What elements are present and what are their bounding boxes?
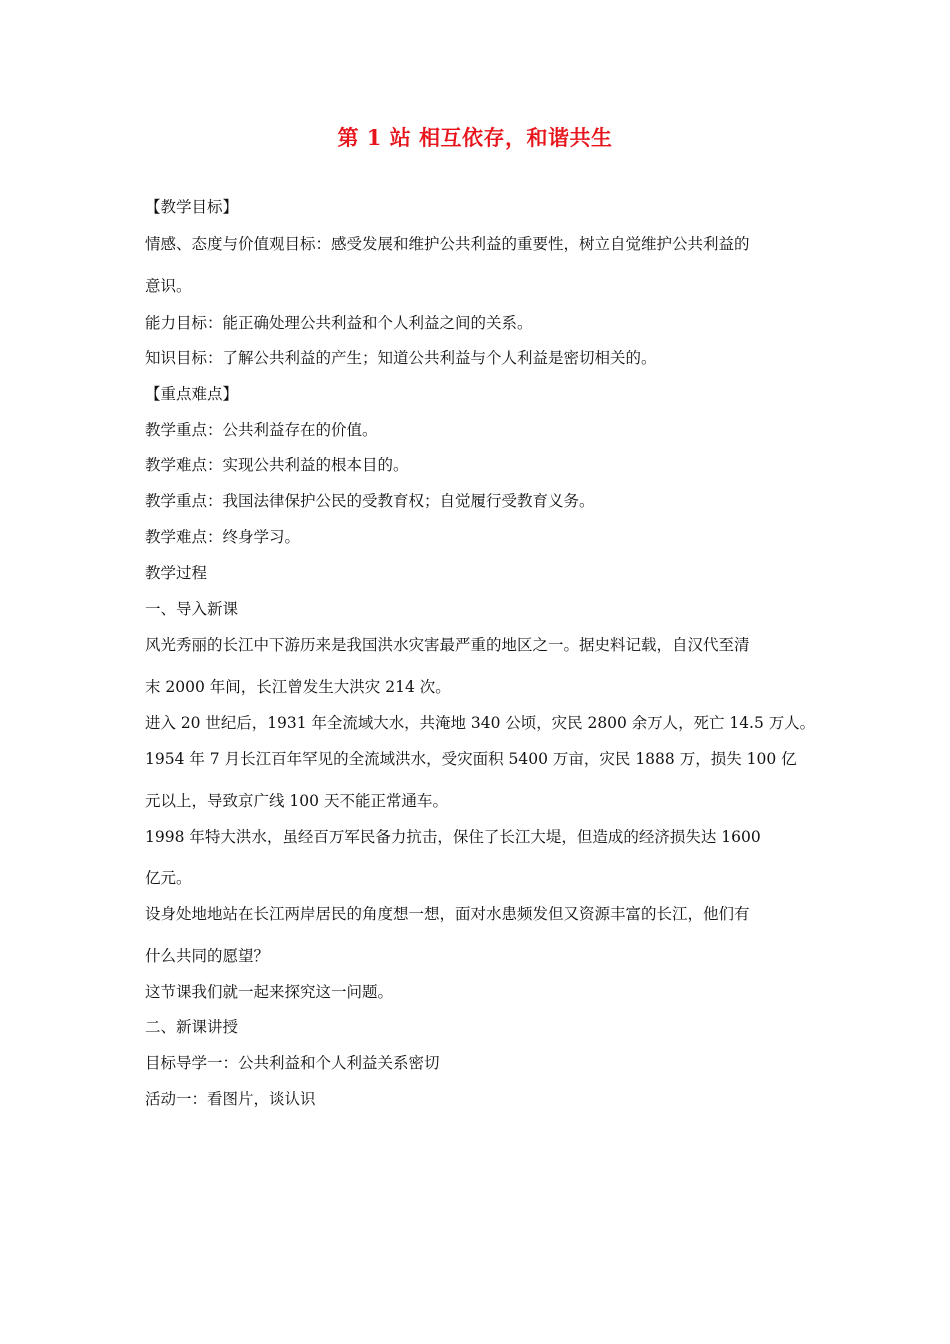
- paragraph-line: 设身处地地站在长江两岸居民的角度想一想，面对水患频发但又资源丰富的长江，他们有: [145, 905, 750, 923]
- paragraph-line: 1998 年特大洪水，虽经百万军民备力抗击，保住了长江大堤，但造成的经济损失达 1600: [145, 828, 761, 846]
- section-heading-objectives: 【教学目标】: [145, 198, 239, 216]
- paragraph-line: 风光秀丽的长江中下游历来是我国洪水灾害最严重的地区之一。据史料记载，自汉代至清: [145, 636, 750, 654]
- paragraph-line: 情感、态度与价值观目标：感受发展和维护公共利益的重要性，树立自觉维护公共利益的: [145, 235, 750, 253]
- paragraph-line: 这节课我们就一起来探究这一问题。: [145, 983, 394, 1001]
- section-heading-new-lesson: 二、新课讲授: [145, 1018, 239, 1036]
- paragraph-line: 教学重点：公共利益存在的价值。: [145, 421, 378, 439]
- paragraph-line: 教学重点：我国法律保护公民的受教育权；自觉履行受教育义务。: [145, 492, 595, 510]
- paragraph-line: 1954 年 7 月长江百年罕见的全流域洪水，受灾面积 5400 万亩，灾民 1888 万，损失 100 亿: [145, 750, 797, 768]
- paragraph-line: 知识目标：了解公共利益的产生；知道公共利益与个人利益是密切相关的。: [145, 349, 657, 367]
- paragraph-line: 意识。: [145, 277, 192, 295]
- section-heading-process: 教学过程: [145, 564, 208, 582]
- paragraph-line: 亿元。: [145, 869, 192, 887]
- paragraph-line: 目标导学一：公共利益和个人利益关系密切: [145, 1054, 440, 1072]
- section-heading-key-points: 【重点难点】: [145, 385, 239, 403]
- paragraph-line: 教学难点：终身学习。: [145, 528, 301, 546]
- paragraph-line: 元以上，导致京广线 100 天不能正常通车。: [145, 792, 448, 810]
- paragraph-line: 教学难点：实现公共利益的根本目的。: [145, 456, 409, 474]
- paragraph-line: 能力目标：能正确处理公共利益和个人利益之间的关系。: [145, 314, 533, 332]
- paragraph-line: 进入 20 世纪后，1931 年全流域大水，共淹地 340 公顷，灾民 2800 余万人，死亡 14.5 万人。: [145, 714, 816, 732]
- section-heading-intro: 一、导入新课: [145, 600, 239, 618]
- page-title: 第 1 站 相互依存，和谐共生: [337, 125, 613, 150]
- paragraph-line: 活动一：看图片，谈认识: [145, 1090, 316, 1108]
- paragraph-line: 末 2000 年间，长江曾发生大洪灾 214 次。: [145, 678, 451, 696]
- paragraph-line: 什么共同的愿望？: [145, 947, 270, 965]
